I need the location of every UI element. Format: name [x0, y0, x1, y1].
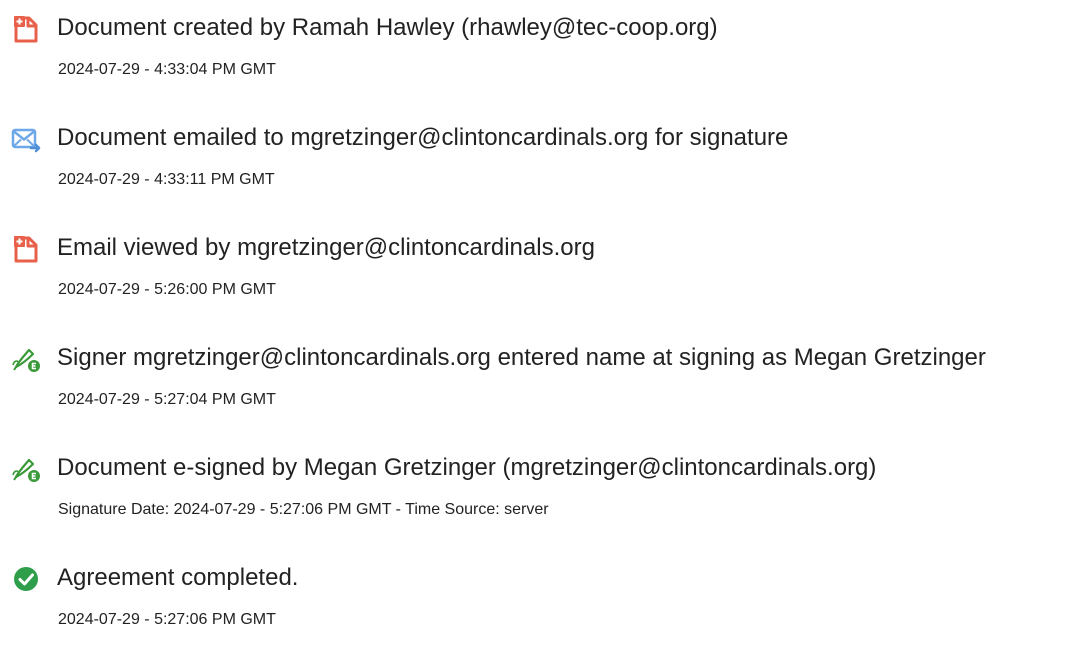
history-event-esigned	[0, 440, 1090, 530]
event-title: Agreement completed.	[57, 564, 299, 591]
event-timestamp: Signature Date: 2024-07-29 - 5:27:06 PM GMT - Time Source: server	[58, 501, 549, 518]
completed-check-icon	[10, 563, 42, 595]
event-title: Document emailed to mgretzinger@clintoncardinals.org for signature	[57, 124, 789, 151]
event-timestamp: 2024-07-29 - 5:27:06 PM GMT	[58, 611, 276, 628]
email-viewed-icon	[10, 233, 42, 265]
history-event-completed	[0, 550, 1090, 640]
event-timestamp: 2024-07-29 - 4:33:04 PM GMT	[58, 61, 276, 78]
document-created-icon	[10, 13, 42, 45]
history-event-signer-name	[0, 330, 1090, 420]
signer-name-pen-icon	[10, 343, 42, 375]
event-timestamp: 2024-07-29 - 4:33:11 PM GMT	[58, 171, 275, 188]
event-title: Document created by Ramah Hawley (rhawley@tec-coop.org)	[57, 14, 718, 41]
esign-pen-icon	[10, 453, 42, 485]
event-timestamp: 2024-07-29 - 5:27:04 PM GMT	[58, 391, 276, 408]
event-title: Signer mgretzinger@clintoncardinals.org entered name at signing as Megan Gretzinger	[57, 344, 986, 371]
email-sent-icon	[10, 123, 42, 155]
event-title: Email viewed by mgretzinger@clintoncardinals.org	[57, 234, 595, 261]
history-event-viewed	[0, 220, 1090, 310]
event-timestamp: 2024-07-29 - 5:26:00 PM GMT	[58, 281, 276, 298]
history-event-emailed	[0, 110, 1090, 200]
history-event-created	[0, 0, 1090, 90]
event-title: Document e-signed by Megan Gretzinger (mgretzinger@clintoncardinals.org)	[57, 454, 877, 481]
